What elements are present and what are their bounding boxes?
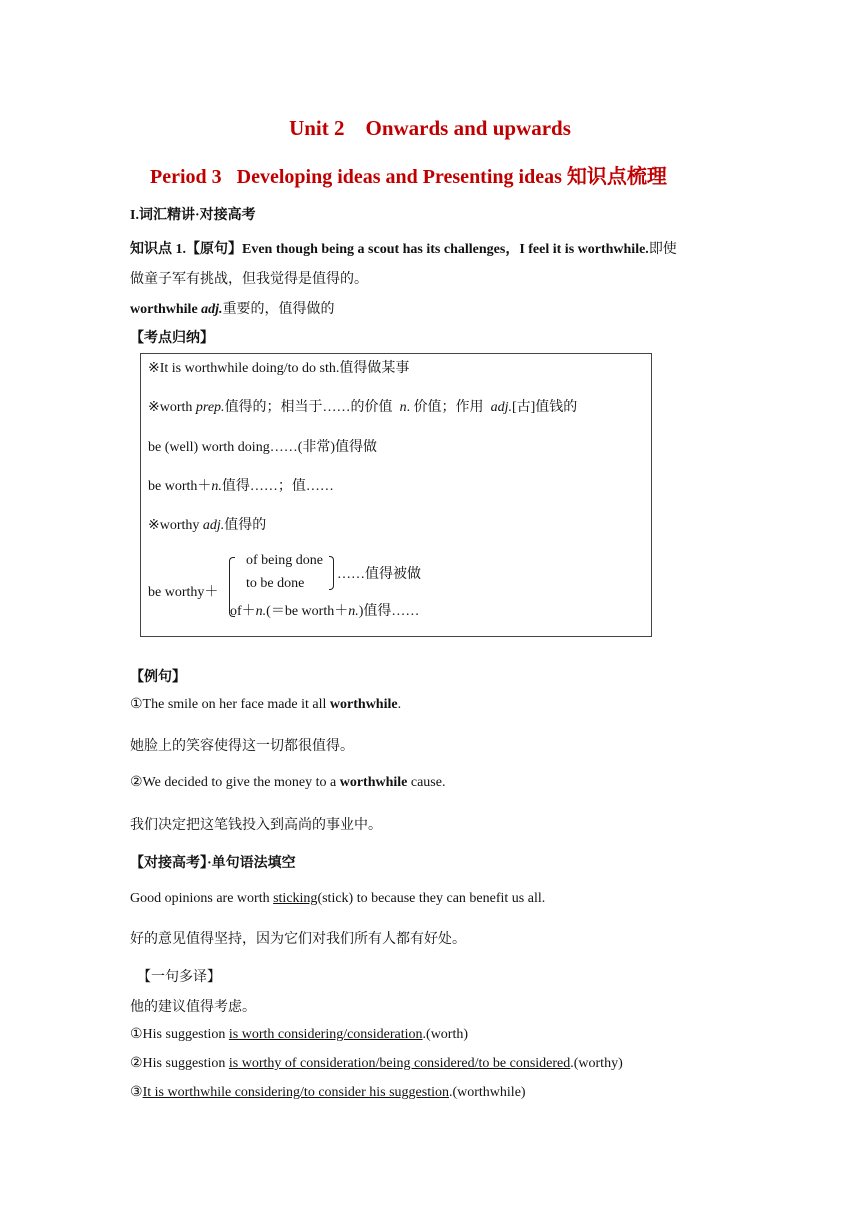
kaodian-line-4: be worth＋n.值得……；值…… [148,479,334,494]
translate-heading: 【一句多译】 [137,970,221,985]
point-label: 知识点 1.【原句】 [130,242,242,257]
kaodian-line-5: ※worthy adj.值得的 [148,518,267,533]
brace-option-1: of being done [246,553,323,568]
translate-2: ②His suggestion is worthy of consideration/being considered/to be considered.(worthy) [130,1056,623,1071]
examples-heading: 【例句】 [130,670,186,685]
gaokao-heading: 【对接高考】·单句语法填空 [130,856,296,871]
point-sentence-en: Even though being a scout has its challenges，I feel it is worthwhile. [242,242,649,257]
brace-option-2: to be done [246,576,305,591]
gaokao-question-cn: 好的意见值得坚持，因为它们对我们所有人都有好处。 [130,932,466,947]
point-sentence-cn: 即使 [648,242,677,257]
example-1-cn: 她脸上的笑容使得这一切都很值得。 [130,739,354,754]
kaodian-line-1: ※It is worthwhile doing/to do sth.值得做某事 [148,361,410,376]
kaodian-line-3: be (well) worth doing……(非常)值得做 [148,440,378,455]
gaokao-answer: sticking [273,891,318,906]
translate-3: ③It is worthwhile considering/to consider his suggestion.(worthwhile) [130,1085,526,1100]
word-meaning: 重要的，值得做的 [222,302,335,317]
example-2-cn: 我们决定把这笔钱投入到高尚的事业中。 [130,818,382,833]
gaokao-question: Good opinions are worth sticking(stick) to because they can benefit us all. [130,891,546,906]
brace-option-3: of＋n.(＝be worth＋n.)值得…… [230,604,420,619]
translate-source: 他的建议值得考虑。 [130,1000,256,1015]
point-sentence-cn-line2: 做童子军有挑战，但我觉得是值得的。 [130,272,368,287]
kaodian-heading: 【考点归纳】 [130,331,214,346]
word: worthwhile [130,302,198,317]
section-heading: I.词汇精讲·对接高考 [130,208,256,223]
brace-main-label: be worthy＋ [148,585,219,600]
kaodian-line-2: ※worth prep.值得的；相当于……的价值 n. 价值；作用 adj.[古]值钱的 [148,400,578,415]
word-pos: adj. [201,302,223,317]
translate-1: ①His suggestion is worth considering/consideration.(worth) [130,1027,469,1042]
word-definition [130,298,335,318]
brace-right [329,556,334,590]
page-title: Unit 2 Onwards and upwards [289,116,571,140]
brace-result: ……值得被做 [337,567,421,582]
page-subtitle: Period 3 Developing ideas and Presenting ideas 知识点梳理 [150,166,667,188]
example-2: ②We decided to give the money to a worthwhile cause. [130,775,446,790]
point-original-sentence [130,238,677,258]
example-1: ①The smile on her face made it all worthwhile. [130,697,402,712]
